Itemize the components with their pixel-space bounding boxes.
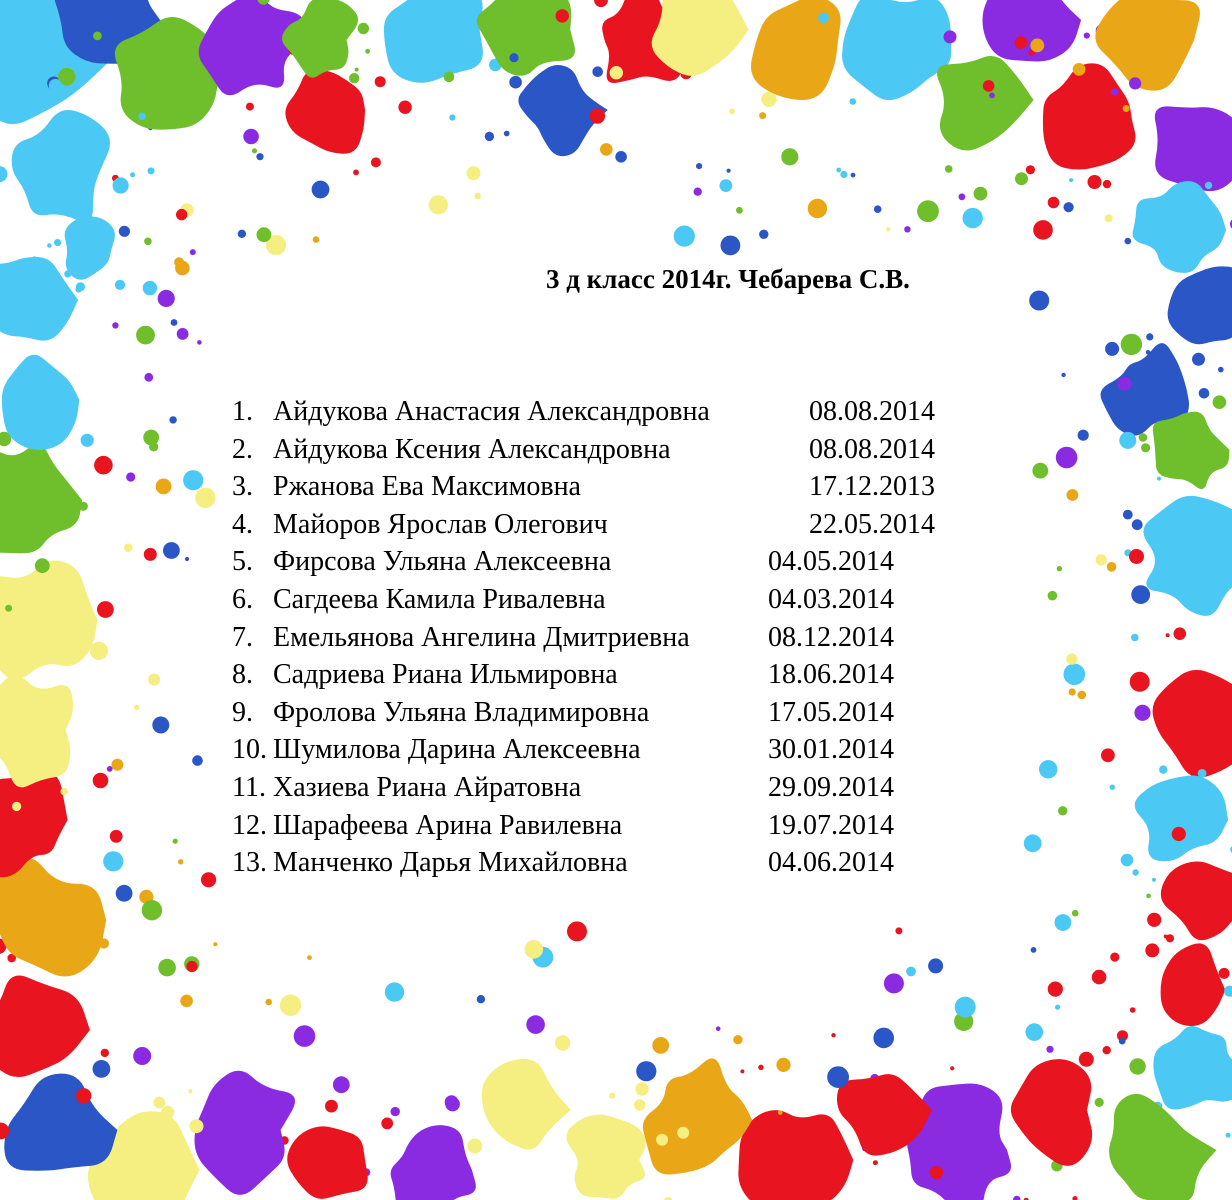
paint-droplet — [477, 995, 485, 1003]
item-number: 4. — [232, 508, 253, 540]
paint-droplet — [959, 193, 966, 200]
item-number: 2. — [232, 433, 253, 465]
paint-droplet — [904, 226, 910, 232]
paint-droplet — [107, 766, 113, 772]
item-number: 12. — [232, 809, 267, 841]
paint-droplet — [1046, 1046, 1053, 1053]
paint-droplet — [103, 851, 123, 871]
paint-droplet — [1121, 334, 1142, 355]
paint-droplet — [727, 169, 731, 173]
paint-droplet — [1130, 672, 1150, 692]
paint-droplet — [112, 322, 118, 328]
paint-droplet — [149, 442, 158, 451]
paint-droplet — [1088, 175, 1102, 189]
paint-droplet — [840, 171, 847, 178]
paint-droplet — [720, 179, 733, 192]
paint-droplet — [97, 601, 114, 618]
paint-droplet — [180, 995, 193, 1008]
item-number: 13. — [232, 847, 267, 879]
item-number: 8. — [232, 659, 253, 691]
item-number: 9. — [232, 696, 253, 728]
paint-droplet — [827, 1066, 849, 1088]
paint-droplet — [192, 755, 203, 766]
paint-droplet — [884, 973, 904, 993]
paint-droplet — [173, 839, 178, 844]
item-number: 3. — [232, 471, 253, 503]
paint-droplet — [1032, 463, 1048, 479]
paint-droplet — [1096, 554, 1107, 565]
student-name: Емельянова Ангелина Дмитриевна — [273, 621, 690, 653]
paint-droplet — [736, 207, 743, 214]
paint-droplet — [1119, 1038, 1126, 1045]
paint-droplet — [1146, 894, 1151, 899]
paint-droplet — [721, 236, 741, 256]
paint-droplet — [111, 759, 123, 771]
paint-droplet — [1048, 591, 1058, 601]
paint-droplet — [171, 319, 178, 326]
paint-droplet — [169, 416, 176, 423]
paint-droplet — [955, 997, 976, 1018]
paint-droplet — [312, 181, 330, 199]
paint-droplet — [1064, 664, 1086, 686]
birth-date: 08.08.2014 — [809, 433, 935, 465]
paint-droplet — [1061, 373, 1065, 377]
paint-droplet — [467, 166, 481, 180]
paint-droplet — [1105, 214, 1113, 222]
birth-date: 08.12.2014 — [768, 621, 894, 653]
paint-droplet — [696, 163, 702, 169]
paint-droplet — [1123, 510, 1133, 520]
paint-droplet — [1092, 970, 1107, 985]
paint-droplet — [143, 281, 157, 295]
paint-droplet — [142, 900, 162, 920]
paint-droplet — [1119, 432, 1136, 449]
birth-date: 17.05.2014 — [768, 696, 894, 728]
paint-droplet — [265, 999, 272, 1006]
item-number: 5. — [232, 546, 253, 578]
paint-droplet — [963, 208, 983, 228]
item-number: 10. — [232, 734, 267, 766]
birth-date: 22.05.2014 — [809, 508, 935, 540]
item-number: 7. — [232, 621, 253, 653]
paint-droplet — [1064, 202, 1074, 212]
paint-droplet — [1125, 238, 1132, 245]
paint-droplet — [1033, 220, 1053, 240]
paint-droplet — [1039, 760, 1057, 778]
paint-droplet — [1132, 519, 1143, 530]
paint-droplet — [186, 961, 197, 972]
paint-splash — [0, 344, 94, 450]
paint-droplet — [385, 982, 404, 1001]
paint-droplet — [1132, 869, 1138, 875]
paint-droplet — [808, 199, 827, 218]
paint-droplet — [1058, 806, 1067, 815]
paint-droplet — [175, 261, 190, 276]
paint-droplet — [101, 1049, 109, 1057]
birth-date: 17.12.2013 — [809, 471, 935, 503]
paint-droplet — [429, 195, 448, 214]
paint-droplet — [759, 230, 768, 239]
student-name: Манченко Дарья Михайловна — [273, 847, 628, 879]
paint-droplet — [1129, 549, 1144, 564]
student-name: Шумилова Дарина Алексеевна — [273, 734, 641, 766]
student-name: Майоров Ярослав Олегович — [273, 508, 608, 540]
birth-date: 04.06.2014 — [768, 847, 894, 879]
page-title: 3 д класс 2014г. Чебарева С.В. — [546, 264, 910, 294]
paint-droplet — [213, 942, 217, 946]
paint-droplet — [1118, 377, 1132, 391]
paint-droplet — [294, 1025, 316, 1047]
paint-splash — [362, 1095, 476, 1200]
paint-droplet — [694, 188, 702, 196]
paint-droplet — [133, 1047, 151, 1065]
paint-droplet — [113, 177, 129, 193]
paint-droplet — [238, 230, 246, 238]
paint-droplet — [917, 200, 939, 222]
paint-droplet — [148, 674, 160, 686]
paint-droplet — [126, 472, 135, 481]
paint-droplet — [256, 153, 263, 160]
paint-droplet — [1048, 982, 1063, 997]
student-name: Сагдеева Камила Ривалевна — [273, 584, 606, 615]
paint-droplet — [1056, 447, 1078, 469]
paint-droplet — [1055, 1005, 1060, 1010]
paint-droplet — [1057, 566, 1062, 571]
paint-droplet — [1029, 291, 1049, 311]
student-name: Фирсова Ульяна Алексеевна — [273, 546, 612, 578]
paint-droplet — [195, 488, 215, 508]
paint-droplet — [836, 168, 841, 173]
student-name: Айдукова Ксения Александровна — [273, 433, 671, 465]
paint-droplet — [197, 340, 202, 345]
paint-droplet — [280, 995, 301, 1016]
paint-droplet — [1110, 953, 1119, 962]
paint-droplet — [156, 479, 172, 495]
paint-splash — [1110, 765, 1232, 882]
paint-droplet — [152, 717, 169, 734]
item-number: 11. — [232, 772, 266, 803]
paint-droplet — [906, 967, 916, 977]
paint-droplet — [1134, 705, 1150, 721]
birth-date: 04.05.2014 — [768, 546, 894, 578]
paint-droplet — [313, 236, 320, 243]
paint-droplet — [674, 226, 695, 247]
paint-droplet — [781, 148, 798, 165]
paint-droplet — [94, 456, 113, 475]
paint-splash — [937, 56, 1034, 200]
paint-droplet — [307, 955, 312, 960]
student-name: Ржанова Ева Максимовна — [273, 471, 581, 503]
paint-droplet — [636, 1061, 656, 1081]
paint-droplet — [177, 328, 189, 340]
paint-droplet — [928, 958, 943, 973]
paint-droplet — [1069, 688, 1076, 695]
birth-date: 08.08.2014 — [809, 396, 935, 427]
student-name: Садриева Риана Ильмировна — [273, 659, 618, 691]
paint-droplet — [119, 226, 130, 237]
paint-droplet — [716, 1026, 721, 1031]
paint-droplet — [1024, 834, 1042, 852]
paint-droplet — [567, 921, 587, 941]
paint-droplet — [183, 470, 203, 490]
paint-droplet — [525, 940, 544, 959]
paint-droplet — [1131, 585, 1150, 604]
paint-droplet — [1031, 947, 1037, 953]
birth-date: 19.07.2014 — [768, 809, 894, 841]
paint-droplet — [886, 227, 890, 231]
paint-droplet — [136, 326, 155, 345]
paint-droplet — [190, 249, 196, 255]
paint-droplet — [851, 173, 856, 178]
paint-droplet — [144, 238, 152, 246]
paint-droplet — [474, 193, 481, 200]
paint-droplet — [144, 548, 157, 561]
paint-droplet — [600, 143, 613, 156]
paint-droplet — [144, 373, 153, 382]
paint-droplet — [185, 557, 189, 561]
birth-date: 29.09.2014 — [768, 772, 894, 803]
paint-droplet — [158, 959, 176, 977]
paint-droplet — [895, 927, 902, 934]
paint-droplet — [1055, 914, 1072, 931]
paint-droplet — [1072, 910, 1079, 917]
birth-date: 30.01.2014 — [768, 734, 894, 766]
paint-droplet — [1109, 401, 1123, 415]
paint-droplet — [1026, 1023, 1044, 1041]
paint-droplet — [143, 430, 159, 446]
paint-droplet — [176, 209, 187, 220]
paint-droplet — [158, 290, 175, 307]
paint-droplet — [201, 872, 216, 887]
paint-droplet — [1067, 489, 1079, 501]
student-name: Шарафеева Арина Равилевна — [273, 809, 623, 841]
paint-droplet — [873, 1028, 894, 1049]
birth-date: 04.03.2014 — [768, 584, 894, 615]
birth-date: 18.06.2014 — [768, 659, 894, 691]
paint-droplet — [116, 885, 133, 902]
student-name: Фролова Ульяна Владимировна — [273, 696, 650, 728]
paint-droplet — [1078, 691, 1087, 700]
paint-droplet — [257, 227, 272, 242]
paint-droplet — [163, 542, 180, 559]
item-number: 6. — [232, 584, 253, 615]
paint-droplet — [1107, 562, 1117, 572]
paint-droplet — [1066, 653, 1077, 664]
paint-droplet — [178, 859, 183, 864]
paint-droplet — [526, 1015, 545, 1034]
item-number: 1. — [232, 396, 253, 427]
paint-droplet — [874, 205, 882, 213]
student-name: Айдукова Анастасия Александровна — [273, 396, 710, 427]
paint-droplet — [1069, 178, 1073, 182]
student-name: Хазиева Риана Айратовна — [273, 772, 582, 803]
